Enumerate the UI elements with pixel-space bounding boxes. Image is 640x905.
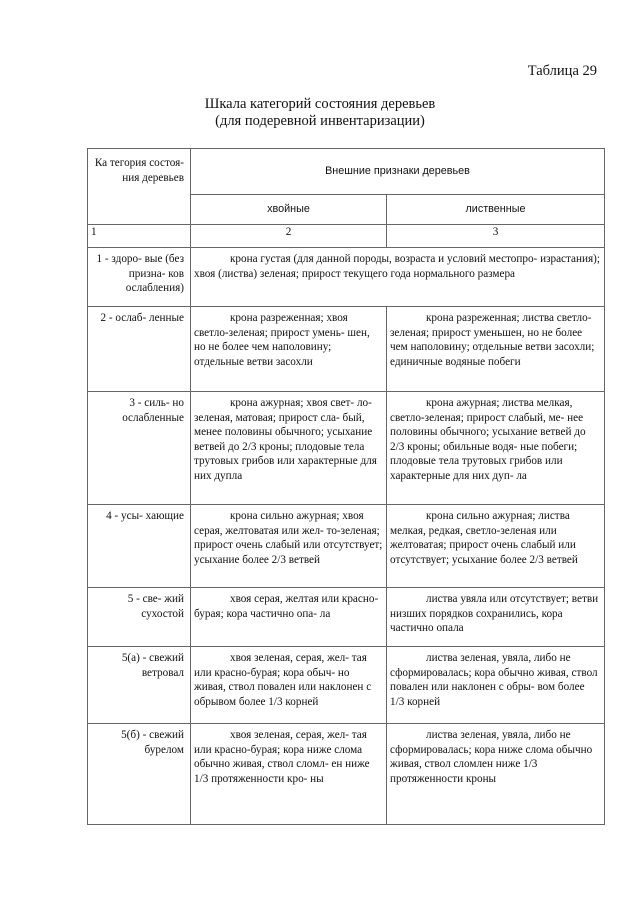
coniferous-signs-cell: хвоя зеленая, серая, жел- тая или красно-бурая; кора ниже слома обычно живая, ствол сломл- ен ниже 1/3 протяженности кро- ны	[191, 724, 387, 825]
table-row	[88, 248, 605, 307]
table-number-label: Таблица 29	[527, 63, 597, 79]
header-deciduous: лиственные	[387, 195, 605, 225]
combined-signs-cell: крона густая (для данной породы, возраста и условий местопро- израстания); хвоя (листва) зеленая; прирост текущего года нормального размера	[191, 248, 605, 307]
table-row	[88, 647, 605, 724]
category-cell: 5 - све- жий сухостой	[88, 588, 191, 647]
category-cell: 2 - ослаб- ленные	[88, 307, 191, 392]
coniferous-signs-cell: крона сильно ажурная; хвоя серая, желтоватая или жел- то-зеленая; прирост очень слабый или отсутствует; усыхание более 2/3 ветвей	[191, 505, 387, 588]
coniferous-signs-cell: крона разреженная; хвоя светло-зеленая; прирост умень- шен, но не более чем наполовину; отдельные ветви засохли	[191, 307, 387, 392]
header-category: Ка тегория состоя- ния деревьев	[88, 149, 191, 225]
category-cell: 4 - усы- хающие	[88, 505, 191, 588]
coniferous-signs-cell: хвоя серая, желтая или красно-бурая; кора частично опа- ла	[191, 588, 387, 647]
deciduous-signs-cell: крона разреженная; листва светло-зеленая; прирост уменьшен, но не более чем наполовину; отдельные ветви засохли; единичные водяные побеги	[387, 307, 605, 392]
tree-condition-table	[87, 148, 605, 825]
table-title	[0, 96, 640, 130]
deciduous-signs-cell: листва зеленая, увяла, либо не сформировалась; кора обычно живая, ствол повален или наклонен с обры- вом более 1/3 корней	[387, 647, 605, 724]
deciduous-signs-cell: крона сильно ажурная; листва мелкая, редкая, светло-зеленая или желтоватая; прирост очень слабый или отсутствует; усыхание более 2/3 ветвей	[387, 505, 605, 588]
category-cell: 1 - здоро- вые (без призна- ков ослабления)	[88, 248, 191, 307]
table-row	[88, 724, 605, 825]
column-number-1: 1	[88, 225, 191, 248]
table-row	[88, 392, 605, 505]
coniferous-signs-cell: хвоя зеленая, серая, жел- тая или красно-бурая; кора обыч- но живая, ствол повален или наклонен с обрывом более 1/3 корней	[191, 647, 387, 724]
category-cell: 5(а) - свежий ветровал	[88, 647, 191, 724]
table-row	[88, 307, 605, 392]
category-cell: 3 - силь- но ослабленные	[88, 392, 191, 505]
title-line-2: (для подеревной инвентаризации)	[215, 113, 425, 129]
deciduous-signs-cell: листва увяла или отсутствует; ветви низших порядков сохранились, кора частично опала	[387, 588, 605, 647]
column-number-2: 2	[191, 225, 387, 248]
table-row	[88, 505, 605, 588]
deciduous-signs-cell: крона ажурная; листва мелкая, светло-зеленая; прирост слабый, ме- нее половины обычного; усыхание ветвей до 2/3 кроны; обильные водя- ные побеги; плодовые тела трутовых грибов или характерные для них дуп- ла	[387, 392, 605, 505]
title-line-1: Шкала категорий состояния деревьев	[204, 96, 436, 112]
table-row	[88, 588, 605, 647]
coniferous-signs-cell: крона ажурная; хвоя свет- ло-зеленая, матовая; прирост сла- бый, менее половины обычного; усыхание ветвей до 2/3 кроны; плодовые тела трутовых грибов или характерные для них дупла	[191, 392, 387, 505]
column-number-3: 3	[387, 225, 605, 248]
header-coniferous: хвойные	[191, 195, 387, 225]
category-cell: 5(б) - свежий бурелом	[88, 724, 191, 825]
deciduous-signs-cell: листва зеленая, увяла, либо не сформировалась; кора ниже слома обычно живая, ствол сломлен ниже 1/3 протяженности кроны	[387, 724, 605, 825]
header-external-signs: Внешние признаки деревьев	[191, 149, 605, 195]
